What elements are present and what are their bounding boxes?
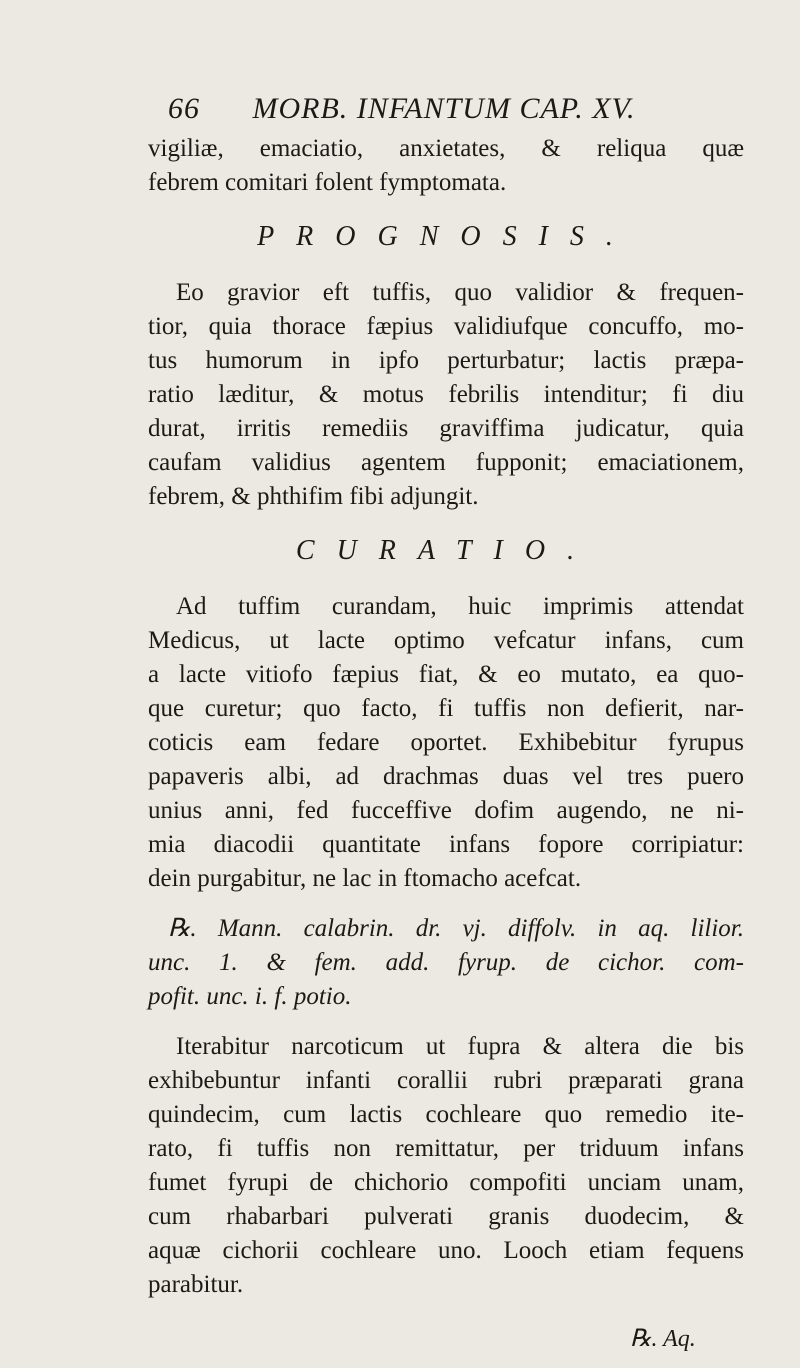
final-paragraph-line: quindecim, cum lactis cochleare quo remedio ite-: [148, 1101, 744, 1128]
curatio-line: Medicus, ut lacte optimo vefcatur infans, cum: [148, 627, 744, 654]
text-block: [148, 132, 744, 1302]
curatio-line: Ad tuffim curandam, huic imprimis attendat: [176, 593, 744, 620]
final-paragraph-line: exhibebuntur infanti corallii rubri præparati grana: [148, 1067, 744, 1094]
prescription-line: unc. 1. & fem. add. fyrup. de cichor. com-: [148, 949, 744, 976]
paragraph-gap: [148, 1014, 744, 1030]
final-paragraph-line: fumet fyrupi de chichorio compofiti unciam unam,: [148, 1169, 744, 1196]
curatio-line: unius anni, fed fucceffive dofim augendo, ne ni-: [148, 797, 744, 824]
opening-line: febrem comitari folent fymptomata.: [148, 169, 507, 196]
paragraph-gap: [148, 896, 744, 912]
curatio-line: que curetur; quo facto, fi tuffis non defierit, nar-: [148, 695, 744, 722]
prognosis-line: tior, quia thorace fæpius validiufque concuffo, mo-: [148, 313, 744, 340]
running-head: [168, 92, 728, 126]
catchword: ℞. Aq.: [630, 1326, 696, 1352]
page-number: 66: [168, 92, 200, 125]
final-paragraph-line: aquæ cichorii cochleare uno. Looch etiam fequens: [148, 1237, 744, 1264]
curatio-line: a lacte vitiofo fæpius fiat, & eo mutato, ea quo-: [148, 661, 744, 688]
prognosis-line: durat, irritis remediis graviffima judicatur, quia: [148, 415, 744, 442]
final-paragraph-line: parabitur.: [148, 1271, 244, 1298]
final-paragraph-line: cum rhabarbari pulverati granis duodecim, &: [148, 1203, 744, 1230]
curatio-line: papaveris albi, ad drachmas duas vel tres puero: [148, 763, 744, 790]
prescription-line: ℞. Mann. calabrin. dr. vj. diffolv. in aq. lilior.: [168, 915, 744, 942]
curatio-heading: CURATIO.: [295, 535, 597, 566]
opening-line: vigiliæ, emaciatio, anxietates, & reliqua quæ: [148, 135, 744, 162]
final-paragraph-line: Iterabitur narcoticum ut fupra & altera die bis: [176, 1033, 744, 1060]
final-paragraph-line: rato, fi tuffis non remittatur, per triduum infans: [148, 1135, 744, 1162]
prognosis-line: Eo gravior eft tuffis, quo validior & frequen-: [176, 279, 744, 306]
prognosis-heading: PROGNOSIS.: [257, 221, 635, 252]
curatio-line: dein purgabitur, ne lac in ftomacho acefcat.: [148, 865, 582, 892]
prognosis-line: caufam validius agentem fupponit; emaciationem,: [148, 449, 744, 476]
curatio-line: mia diacodii quantitate infans fopore corripiatur:: [148, 831, 744, 858]
prescription-line: pofit. unc. i. f. potio.: [148, 983, 352, 1010]
prognosis-line: ratio læditur, & motus febrilis intenditur; fi diu: [148, 381, 744, 408]
prognosis-line: tus humorum in ipfo perturbatur; lactis præpa-: [148, 347, 744, 374]
curatio-line: coticis eam fedare oportet. Exhibebitur fyrupus: [148, 729, 744, 756]
running-title: MORB. INFANTUM CAP. XV.: [252, 92, 636, 125]
prognosis-line: febrem, & phthifim fibi adjungit.: [148, 483, 479, 510]
